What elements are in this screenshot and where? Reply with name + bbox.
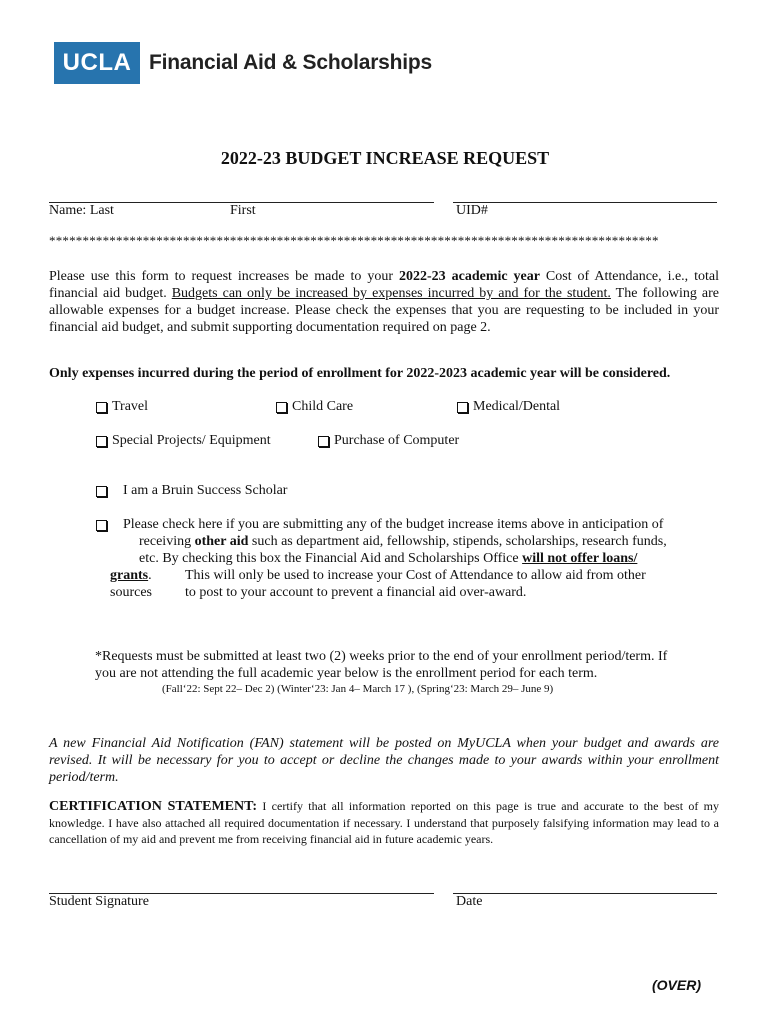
checkbox-icon[interactable] — [96, 520, 107, 531]
checkbox-medical[interactable] — [457, 399, 560, 415]
other-aid-line-5b: to post to your account to prevent a financial aid over-award. — [185, 585, 527, 600]
fan-statement: A new Financial Aid Notification (FAN) statement will be posted on MyUCLA when your budget and awards are revised. It will be necessary for you to accept or decline the changes made to your awards within your enrollment period/term. — [49, 736, 719, 785]
enrollment-notice: Only expenses incurred during the period of enrollment for 2022-2023 academic year will be considered. — [49, 366, 671, 381]
intro-text-3: The following are allowable expenses for a budget increase. Please check the expenses that you are requesting to be included in your financial aid budget, and submit supporting documentation required on page 2. — [49, 286, 719, 335]
uid-line[interactable] — [453, 202, 717, 203]
checkbox-label: Medical/Dental — [473, 399, 561, 414]
other-aid-line-5a: sources — [110, 585, 152, 600]
checkbox-child-care[interactable] — [276, 399, 353, 415]
intro-paragraph — [49, 268, 719, 336]
student-signature-label: Student Signature — [49, 894, 149, 909]
date-line[interactable] — [453, 893, 717, 894]
checkbox-icon[interactable] — [96, 402, 107, 413]
other-aid-line-2 — [139, 534, 667, 550]
checkbox-icon[interactable] — [96, 436, 107, 447]
intro-text-2: Cost of Attendance, i.e., total financial aid budget. — [49, 269, 720, 301]
over-label: (OVER) — [652, 977, 701, 993]
certification-text: I certify that all information reported on this page is true and accurate to the best of my knowledge. I have also attached all required documentation if necessary. I understand that purposely falsifying information may lead to a cancellation of my aid and prevent me from receiving financial aid in future academic years. — [49, 799, 719, 846]
checkbox-travel[interactable] — [96, 399, 148, 415]
other-aid-line-1: Please check here if you are submitting any of the budget increase items above in anticipation of — [123, 517, 664, 532]
other-aid-line-4b: This will only be used to increase your Cost of Attendance to allow aid from other — [185, 568, 646, 583]
text: . — [148, 568, 152, 583]
grants-text: grants — [110, 568, 149, 583]
other-aid-bold: other aid — [194, 534, 249, 549]
checkbox-icon[interactable] — [276, 402, 287, 413]
intro-year: 2022-23 academic year — [399, 269, 540, 284]
checkbox-icon[interactable] — [318, 436, 329, 447]
requests-line-2: you are not attending the full academic year below is the enrollment period for each term. — [95, 666, 598, 681]
page-title: 2022-23 BUDGET INCREASE REQUEST — [220, 148, 550, 168]
uid-label: UID# — [456, 203, 488, 218]
date-label: Date — [456, 894, 483, 909]
certification-statement — [49, 798, 719, 847]
org-name: Financial Aid & Scholarships — [149, 51, 433, 74]
checkbox-label: Special Projects/ Equipment — [112, 433, 271, 448]
ucla-logo-mark: UCLA — [54, 42, 140, 84]
text: receiving — [139, 534, 195, 549]
checkbox-other-aid[interactable] — [96, 517, 663, 533]
other-aid-line-3 — [139, 551, 637, 567]
name-first-label: First — [230, 203, 256, 218]
separator: ******************************************************************************************* — [49, 233, 659, 248]
checkbox-label: Purchase of Computer — [334, 433, 460, 448]
text: etc. By checking this box the Financial Aid and Scholarships Office — [139, 551, 523, 566]
checkbox-icon[interactable] — [457, 402, 468, 413]
intro-underline: Budgets can only be increased by expenses incurred by and for the student. — [171, 286, 611, 301]
term-dates: (Fall‘22: Sept 22– Dec 2) (Winter‘23: Jan 4– March 17 ), (Spring‘23: March 29– June 9) — [162, 683, 554, 695]
requests-line-1: *Requests must be submitted at least two (2) weeks prior to the end of your enrollment period/term. If — [95, 649, 668, 664]
other-aid-line-4 — [110, 568, 152, 584]
checkbox-bruin-scholar[interactable] — [96, 483, 287, 499]
checkbox-computer[interactable] — [318, 433, 459, 449]
no-loans-text: will not offer loans/ — [522, 551, 638, 566]
intro-text-1: Please use this form to request increases be made to your — [49, 269, 399, 284]
checkbox-label: Travel — [112, 399, 149, 414]
certification-label: CERTIFICATION STATEMENT: — [49, 799, 258, 814]
text: such as department aid, fellowship, stipends, scholarships, research funds, — [248, 534, 667, 549]
ucla-logo — [54, 42, 432, 84]
checkbox-special-projects[interactable] — [96, 433, 271, 449]
name-last-label: Name: Last — [49, 203, 114, 218]
checkbox-icon[interactable] — [96, 486, 107, 497]
checkbox-label: Child Care — [292, 399, 354, 414]
checkbox-label: I am a Bruin Success Scholar — [123, 483, 288, 498]
